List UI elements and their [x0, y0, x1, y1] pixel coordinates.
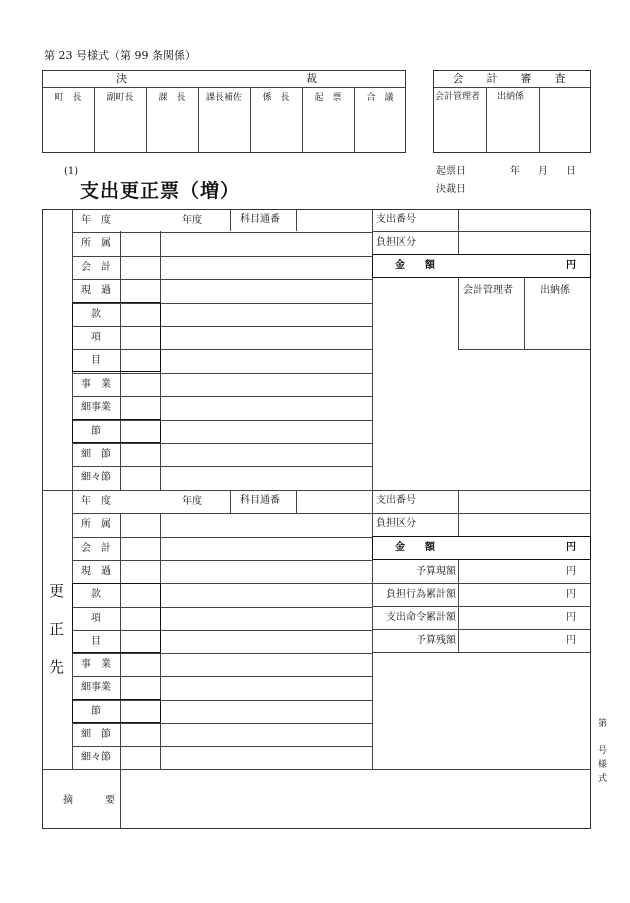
upper-value-cell-6[interactable]: [161, 349, 371, 372]
upper-kingaku-label: 金 額: [395, 260, 435, 271]
lower-row-label-10: 細 節: [81, 729, 111, 740]
kessai-label: 決裁日: [436, 184, 466, 195]
lower-row-label-7: 事 業: [81, 659, 111, 671]
upper-value-cell-7[interactable]: [161, 373, 371, 396]
lower-kingaku-yen: 円: [566, 542, 576, 553]
upper-row-label-9: 節: [91, 425, 101, 437]
approval-col-2: 課 長: [158, 93, 186, 103]
budget-yen-0: 円: [566, 566, 576, 577]
approval-col-4: 係 長: [262, 93, 290, 103]
upper-value-cell-2[interactable]: [161, 256, 371, 279]
upper-value-cell-8[interactable]: [161, 396, 371, 419]
upper-row-label-4: 款: [91, 308, 101, 320]
side-label-saki: 先: [49, 658, 65, 676]
upper-kingaku-yen: 円: [566, 260, 576, 271]
lower-kan-kou-moku-box: [72, 583, 161, 653]
upper-value-cell-4[interactable]: [161, 303, 371, 326]
audit-col-kaikei: 会計管理者: [435, 92, 481, 102]
audit-title: 会 計 審 査: [452, 72, 572, 85]
budget-label-3: 予算残額: [416, 635, 456, 646]
side-label-kou: 更: [49, 582, 65, 600]
margin-dai: 第: [598, 719, 608, 729]
budget-label-1: 負担行為累計額: [386, 589, 456, 600]
upper-shishutsu-no: 支出番号: [376, 214, 416, 225]
upper-row-label-11: 細々節: [81, 472, 111, 484]
approval-col-5: 起 票: [314, 93, 342, 103]
lower-value-cell-8[interactable]: [161, 676, 371, 699]
lower-futan-kubun: 負担区分: [376, 518, 416, 529]
lower-row-label-8: 細事業: [81, 682, 111, 694]
lower-nendo: 年度: [182, 496, 202, 507]
upper-value-cell-5[interactable]: [161, 326, 371, 349]
form-number: 第 23 号様式（第 99 条関係）: [44, 49, 196, 62]
budget-yen-1: 円: [566, 589, 576, 600]
lower-value-cell-9[interactable]: [161, 700, 371, 723]
lower-shishutsu-no: 支出番号: [376, 495, 416, 506]
approval-col-3: 課長補佐: [205, 93, 242, 103]
lower-value-cell-1[interactable]: [161, 513, 371, 536]
lower-row-label-3: 現 過: [81, 565, 111, 577]
upper-value-cell-11[interactable]: [161, 466, 371, 489]
upper-value-cell-10[interactable]: [161, 443, 371, 466]
lower-row-label-9: 節: [91, 705, 101, 717]
budget-label-0: 予算現額: [416, 566, 456, 577]
upper-futan-kubun: 負担区分: [376, 237, 416, 248]
margin-gou: 号: [598, 746, 608, 756]
upper-row-label-1: 所 属: [81, 238, 111, 250]
approval-col-1: 副町長: [106, 93, 134, 103]
approval-sai: 裁: [306, 72, 317, 85]
upper-row-label-10: 細 節: [81, 449, 111, 460]
approval-col-0: 町 長: [54, 93, 82, 103]
upper-setsu-box: [72, 419, 161, 443]
lower-value-cell-10[interactable]: [161, 723, 371, 746]
budget-yen-2: 円: [566, 612, 576, 623]
upper-sign-kaikei: 会計管理者: [463, 285, 513, 296]
upper-value-cell-1[interactable]: [161, 232, 371, 255]
budget-label-2: 支出命令累計額: [386, 612, 456, 623]
upper-row-label-8: 細事業: [81, 402, 111, 414]
lower-value-cell-7[interactable]: [161, 653, 371, 676]
lower-row-label-0: 年 度: [81, 496, 111, 507]
upper-kan-kou-moku-box: [72, 302, 161, 372]
upper-value-cell-3[interactable]: [161, 279, 371, 302]
approval-col-6: 合 議: [366, 93, 394, 103]
lower-value-cell-4[interactable]: [161, 583, 371, 606]
upper-row-label-0: 年 度: [81, 215, 111, 226]
kihyo-date: 年 月 日: [510, 166, 580, 177]
audit-col-suitou: 出納係: [497, 92, 525, 102]
lower-value-cell-3[interactable]: [161, 560, 371, 583]
lower-row-label-5: 項: [91, 612, 101, 624]
upper-row-label-7: 事 業: [81, 378, 111, 390]
budget-yen-3: 円: [566, 635, 576, 646]
page-title: 支出更正票（増）: [80, 180, 241, 202]
upper-kamoku: 科目通番: [240, 214, 280, 225]
upper-sign-suitou: 出納係: [540, 285, 570, 296]
lower-row-label-1: 所 属: [81, 519, 111, 531]
tekiyo-label: 摘 要: [63, 795, 119, 806]
margin-you: 様: [598, 760, 608, 770]
lower-value-cell-6[interactable]: [161, 630, 371, 653]
kihyo-label: 起票日: [436, 166, 466, 177]
lower-kamoku: 科目通番: [240, 495, 280, 506]
lower-value-cell-11[interactable]: [161, 746, 371, 769]
approval-box: [42, 70, 406, 153]
lower-value-cell-2[interactable]: [161, 537, 371, 560]
upper-row-label-5: 項: [91, 332, 101, 343]
lower-row-label-11: 細々節: [81, 752, 111, 764]
margin-shiki: 式: [598, 774, 608, 784]
lower-row-label-2: 会 計: [81, 542, 111, 554]
section-number: (1): [64, 166, 79, 177]
upper-row-label-2: 会 計: [81, 261, 111, 273]
lower-row-label-4: 款: [91, 589, 101, 601]
side-label-sei: 正: [49, 620, 65, 638]
lower-setsu-box: [72, 699, 161, 723]
lower-value-cell-5[interactable]: [161, 607, 371, 630]
upper-row-label-6: 目: [91, 355, 101, 367]
upper-nendo: 年度: [182, 215, 202, 226]
upper-value-cell-9[interactable]: [161, 420, 371, 443]
lower-kingaku-label: 金 額: [395, 542, 435, 553]
approval-ketsu: 決: [116, 72, 127, 85]
lower-row-label-6: 目: [91, 635, 101, 647]
upper-row-label-3: 現 過: [81, 285, 111, 297]
